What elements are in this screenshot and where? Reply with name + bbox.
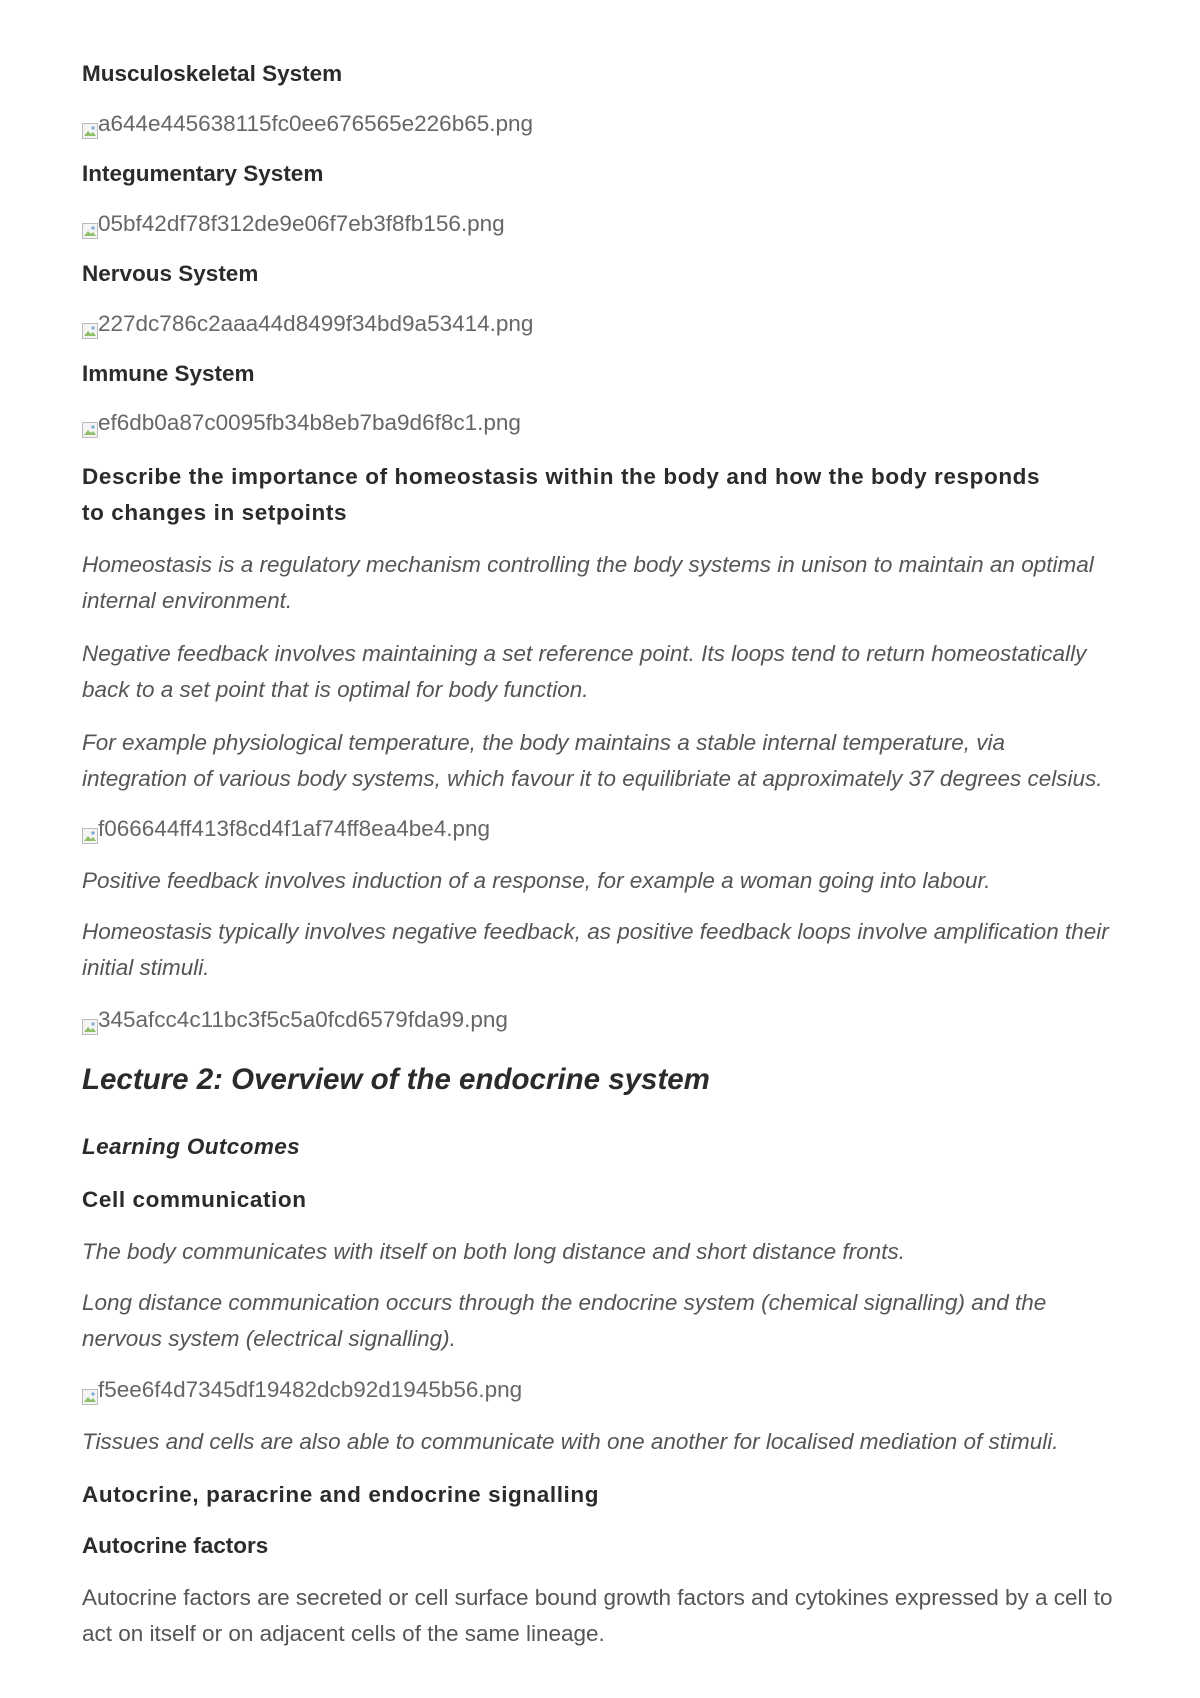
broken-image-icon bbox=[82, 819, 98, 835]
image-filename: f5ee6f4d7345df19482dcb92d1945b56.png bbox=[98, 1377, 523, 1402]
heading-integumentary: Integumentary System bbox=[82, 161, 324, 186]
heading-line: to changes in setpoints bbox=[82, 500, 348, 525]
paragraph-line: act on itself or on adjacent cells of the same lineage. bbox=[82, 1621, 605, 1646]
paragraph bbox=[82, 1285, 1132, 1357]
heading-immune: Immune System bbox=[82, 361, 255, 386]
broken-image-icon bbox=[82, 114, 98, 130]
heading-line: Describe the importance of homeostasis within the body and how the body responds bbox=[82, 464, 1041, 489]
broken-image-icon bbox=[82, 1380, 98, 1396]
paragraph: Positive feedback involves induction of a response, for example a woman going into labour. bbox=[82, 868, 991, 893]
paragraph-line: Homeostasis typically involves negative feedback, as positive feedback loops involve amplification their bbox=[82, 919, 1109, 944]
broken-image-icon bbox=[82, 413, 98, 429]
paragraph-line: back to a set point that is optimal for body function. bbox=[82, 677, 589, 702]
broken-image-icon bbox=[82, 214, 98, 230]
paragraph: The body communicates with itself on both long distance and short distance fronts. bbox=[82, 1239, 905, 1264]
heading-lecture-2: Lecture 2: Overview of the endocrine system bbox=[82, 1063, 710, 1096]
paragraph-line: For example physiological temperature, the body maintains a stable internal temperature, via bbox=[82, 730, 1005, 755]
heading-autocrine-factors: Autocrine factors bbox=[82, 1533, 269, 1558]
paragraph-line: Homeostasis is a regulatory mechanism controlling the body systems in unison to maintain an optimal bbox=[82, 552, 1094, 577]
image-placeholder bbox=[82, 811, 490, 847]
image-filename: a644e445638115fc0ee676565e226b65.png bbox=[98, 111, 534, 136]
paragraph bbox=[82, 914, 1132, 986]
broken-image-icon bbox=[82, 1010, 98, 1026]
paragraph-line: Long distance communication occurs through the endocrine system (chemical signalling) and the bbox=[82, 1290, 1047, 1315]
image-filename: ef6db0a87c0095fb34b8eb7ba9d6f8c1.png bbox=[98, 410, 521, 435]
image-filename: 05bf42df78f312de9e06f7eb3f8fb156.png bbox=[98, 211, 505, 236]
image-placeholder bbox=[82, 106, 533, 142]
heading-nervous: Nervous System bbox=[82, 261, 259, 286]
heading-cell-communication: Cell communication bbox=[82, 1187, 307, 1212]
paragraph-line: Negative feedback involves maintaining a set reference point. Its loops tend to return homeostatically bbox=[82, 641, 1087, 666]
image-placeholder bbox=[82, 1372, 522, 1408]
paragraph bbox=[82, 636, 1132, 708]
image-filename: 345afcc4c11bc3f5c5a0fcd6579fda99.png bbox=[98, 1007, 508, 1032]
paragraph-line: integration of various body systems, which favour it to equilibriate at approximately 37 degrees celsius. bbox=[82, 766, 1103, 791]
heading-musculoskeletal: Musculoskeletal System bbox=[82, 61, 343, 86]
paragraph-line: internal environment. bbox=[82, 588, 293, 613]
heading-signalling: Autocrine, paracrine and endocrine signalling bbox=[82, 1482, 600, 1507]
heading-homeostasis-question bbox=[82, 459, 1040, 531]
image-placeholder bbox=[82, 206, 505, 242]
paragraph bbox=[82, 725, 1132, 797]
heading-learning-outcomes: Learning Outcomes bbox=[82, 1134, 301, 1159]
paragraph-line: nervous system (electrical signalling). bbox=[82, 1326, 456, 1351]
image-placeholder bbox=[82, 1002, 508, 1038]
paragraph bbox=[82, 1580, 1132, 1652]
image-placeholder bbox=[82, 306, 533, 342]
paragraph-line: Autocrine factors are secreted or cell surface bound growth factors and cytokines expressed by a cell to bbox=[82, 1585, 1113, 1610]
paragraph: Tissues and cells are also able to communicate with one another for localised mediation of stimuli. bbox=[82, 1429, 1059, 1454]
broken-image-icon bbox=[82, 314, 98, 330]
image-placeholder bbox=[82, 405, 521, 441]
paragraph bbox=[82, 547, 1132, 619]
paragraph-line: initial stimuli. bbox=[82, 955, 210, 980]
image-filename: f066644ff413f8cd4f1af74ff8ea4be4.png bbox=[98, 816, 491, 841]
image-filename: 227dc786c2aaa44d8499f34bd9a53414.png bbox=[98, 311, 534, 336]
